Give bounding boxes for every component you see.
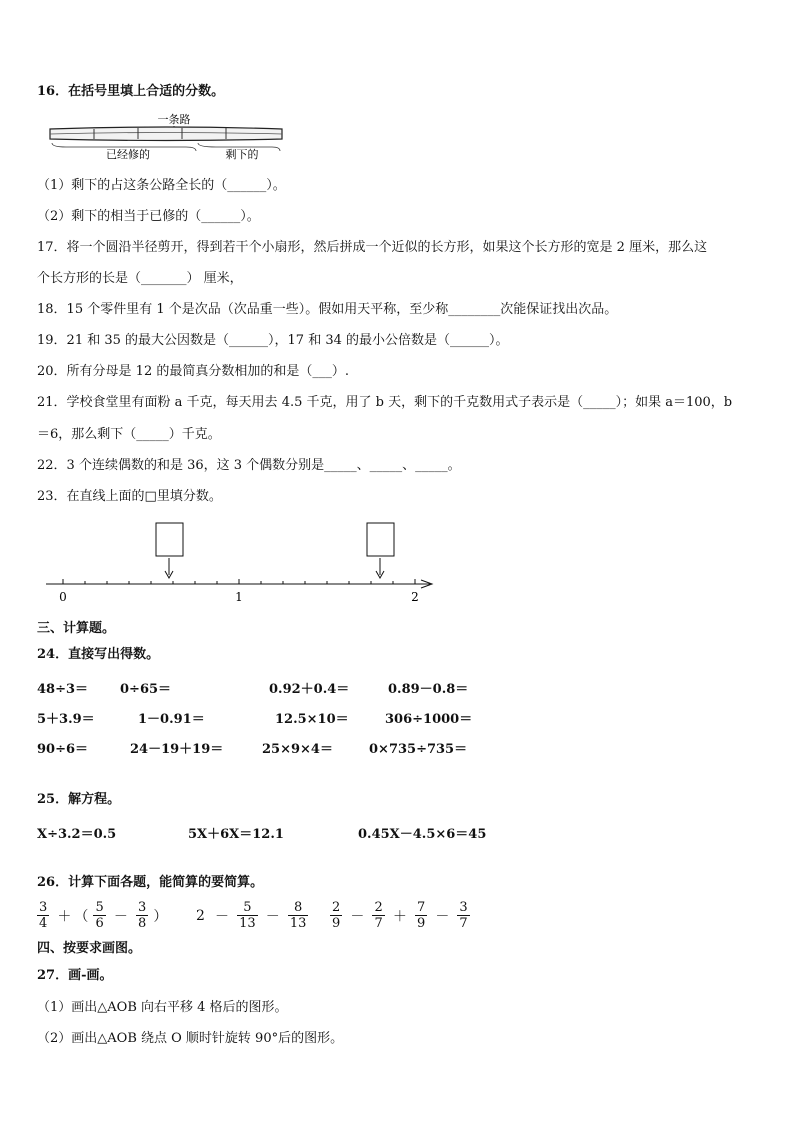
number-line bbox=[40, 515, 440, 605]
q27-sub2: （2）画出△AOB 绕点 O 顺时针旋转 90°后的图形。 bbox=[37, 1031, 344, 1046]
q25-equation: X÷3.2＝0.5 bbox=[37, 827, 117, 842]
fraction: $\frac{5}{13}$ bbox=[239, 900, 256, 931]
q24-item: 0÷65＝ bbox=[120, 682, 172, 697]
q19: 19．21 和 35 的最大公因数是（______），17 和 34 的最小公倍数是（______）。 bbox=[37, 333, 509, 348]
fraction: $\frac{2}{7}$ bbox=[374, 900, 383, 931]
fraction: $\frac{3}{7}$ bbox=[459, 900, 468, 931]
q16-title: 16．在括号里填上合适的分数。 bbox=[37, 84, 225, 99]
q16-sub1: （1）剩下的占这条公路全长的（______）。 bbox=[37, 178, 286, 193]
q24-item: 48÷3＝ bbox=[37, 682, 89, 697]
q25-equation: 5X＋6X＝12.1 bbox=[188, 827, 284, 842]
fraction: $\frac{5}{6}$ bbox=[95, 900, 104, 931]
q24-item: 24－19＋19＝ bbox=[130, 742, 224, 757]
road-remaining-label: 剩下的 bbox=[225, 148, 259, 161]
q17-line2: 个长方形的长是（_______） 厘米， bbox=[37, 271, 243, 286]
tick-label-1: 1 bbox=[235, 590, 243, 604]
q24-item: 0×735÷735＝ bbox=[369, 742, 468, 757]
q26-expression-2: 2 － $\frac{5}{13}$ － $\frac{8}{13}$ bbox=[196, 900, 307, 931]
q25-equation: 0.45X－4.5×6＝45 bbox=[358, 827, 487, 842]
q24-title: 24．直接写出得数。 bbox=[37, 647, 160, 662]
q26-title: 26．计算下面各题，能简算的要简算。 bbox=[37, 875, 264, 890]
q21-line1: 21．学校食堂里有面粉 a 千克，每天用去 4.5 千克，用了 b 天，剩下的千克数用式子表示是（_____）；如果 a＝100，b bbox=[37, 395, 733, 410]
road-diagram bbox=[46, 111, 286, 161]
tick-label-0: 0 bbox=[59, 590, 67, 604]
q25-title: 25．解方程。 bbox=[37, 792, 121, 807]
q24-item: 12.5×10＝ bbox=[275, 712, 349, 727]
section-4-heading: 四、按要求画图。 bbox=[37, 941, 142, 956]
answer-box-1 bbox=[156, 523, 183, 556]
road-done-label: 已经修的 bbox=[106, 148, 150, 161]
q16-sub2: （2）剩下的相当于已修的（______）。 bbox=[37, 209, 260, 224]
q24-item: 0.89－0.8＝ bbox=[388, 682, 469, 697]
tick-label-2: 2 bbox=[411, 590, 419, 604]
q24-item: 90÷6＝ bbox=[37, 742, 89, 757]
q24-item: 306÷1000＝ bbox=[385, 712, 473, 727]
q24-item: 5＋3.9＝ bbox=[37, 712, 95, 727]
fraction: $\frac{3}{8}$ bbox=[137, 900, 147, 931]
road-total-label: 一条路 bbox=[157, 113, 191, 126]
q20: 20．所有分母是 12 的最简真分数相加的和是（___）. bbox=[37, 364, 349, 379]
q22: 22．3 个连续偶数的和是 36，这 3 个偶数分别是_____、_____、_____。 bbox=[37, 458, 461, 473]
q27-sub1: （1）画出△AOB 向右平移 4 格后的图形。 bbox=[37, 1000, 288, 1015]
q21-line2: ＝6，那么剩下（_____）千克。 bbox=[37, 427, 221, 442]
q24-item: 25×9×4＝ bbox=[262, 742, 333, 757]
fraction: $\frac{3}{4}$ bbox=[39, 900, 48, 931]
q26-expression-3: $\frac{2}{9}$ － $\frac{2}{7}$ ＋ $\frac{7}{9}$ － $\frac{3}{7}$ bbox=[332, 900, 468, 931]
q26-expression-1: $\frac{3}{4}$ ＋ （ $\frac{5}{6}$ － $\frac{3}{8}$ ） bbox=[39, 900, 168, 931]
q17-line1: 17．将一个圆沿半径剪开，得到若干个小扇形，然后拼成一个近似的长方形，如果这个长方形的宽是 2 厘米，那么这 bbox=[37, 240, 708, 255]
q24-item: 0.92＋0.4＝ bbox=[269, 682, 350, 697]
fraction: $\frac{2}{9}$ bbox=[332, 900, 341, 931]
q18: 18．15 个零件里有 1 个是次品（次品重一些）。假如用天平称，至少称________次能保证找出次品。 bbox=[37, 302, 618, 317]
fraction: $\frac{7}{9}$ bbox=[416, 900, 426, 931]
fraction: $\frac{8}{13}$ bbox=[289, 900, 307, 931]
q24-item: 1－0.91＝ bbox=[138, 712, 205, 727]
answer-box-2 bbox=[367, 523, 394, 556]
section-3-heading: 三、计算题。 bbox=[37, 621, 116, 636]
q27-title: 27．画-画。 bbox=[37, 968, 113, 983]
q23-title: 23．在直线上面的□里填分数。 bbox=[37, 489, 222, 504]
